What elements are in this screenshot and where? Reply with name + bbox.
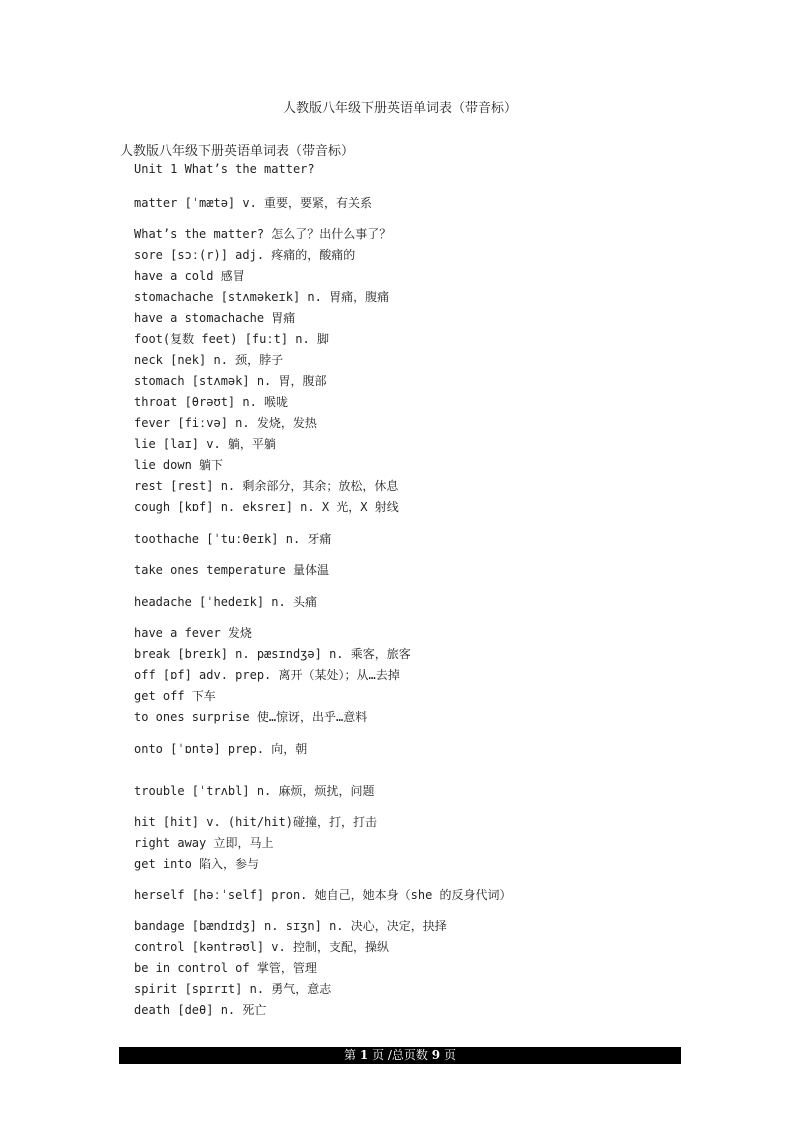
vocab-entry: bandage [bændɪdʒ] n. sɪʒn] n. 决心，决定，抉择	[134, 919, 447, 933]
vocab-entry: to ones surprise 使…惊讶，出乎…意料	[134, 710, 368, 724]
footer-suffix: 页	[443, 1048, 456, 1062]
vocab-entry: get off 下车	[134, 689, 216, 703]
page-footer	[119, 1047, 681, 1064]
vocab-entry: get into 陷入，参与	[134, 857, 260, 871]
vocab-entry: lie [laɪ] v. 躺，平躺	[134, 437, 276, 451]
vocab-entry: lie down 躺下	[134, 458, 224, 472]
footer-total-pages: 9	[431, 1048, 441, 1062]
footer-middle: 页 /总页数	[372, 1048, 428, 1062]
vocab-entry: matter [ˈmætə] v. 重要，要紧，有关系	[134, 196, 373, 210]
vocab-entry: cough [kɒf] n. eksreɪ] n. X 光，X 射线	[134, 500, 399, 514]
vocab-entry: stomach [stʌmək] n. 胃，腹部	[134, 374, 327, 388]
vocab-entry: control [kəntrəʊl] v. 控制，支配，操纵	[134, 940, 389, 954]
vocab-entry: have a stomachache 胃痛	[134, 311, 296, 325]
vocab-entry: be in control of 掌管，管理	[134, 961, 317, 975]
vocab-entry: foot(复数 feet) [fuːt] n. 脚	[134, 332, 329, 346]
vocab-entry: onto [ˈɒntə] prep. 向，朝	[134, 742, 308, 756]
vocab-entry: herself [həːˈself] pron. 她自己，她本身（she 的反身代词）	[134, 888, 512, 902]
vocab-entry: death [deθ] n. 死亡	[134, 1003, 267, 1017]
vocab-entry: headache [ˈhedeɪk] n. 头痛	[134, 595, 317, 609]
vocab-entry: toothache [ˈtuːθeɪk] n. 牙痛	[134, 532, 332, 546]
document-title: 人教版八年级下册英语单词表（带音标）	[282, 101, 517, 116]
vocab-entry: stomachache [stʌməkeɪk] n. 胃痛，腹痛	[134, 290, 390, 304]
vocab-entry: sore [sɔː(r)] adj. 疼痛的，酸痛的	[134, 248, 356, 262]
vocab-entry: right away 立即，马上	[134, 836, 274, 850]
vocab-entry: spirit [spɪrɪt] n. 勇气，意志	[134, 982, 332, 996]
footer-page-number: 1	[359, 1048, 369, 1062]
footer-prefix: 第	[344, 1048, 357, 1062]
vocab-entry: have a cold 感冒	[134, 269, 245, 283]
vocab-entry: What’s the matter? 怎么了？出什么事了？	[134, 227, 392, 241]
vocab-entry: throat [θrəʊt] n. 喉咙	[134, 395, 289, 409]
vocab-entry: hit [hit] v. (hit/hit)碰撞，打，打击	[134, 815, 377, 829]
vocab-entry: trouble [ˈtrʌbl] n. 麻烦，烦扰，问题	[134, 784, 375, 798]
document-subtitle: 人教版八年级下册英语单词表（带音标）	[120, 144, 355, 159]
vocab-entry: off [ɒf] adv. prep. 离开（某处）；从…去掉	[134, 668, 400, 682]
vocab-entry: take ones temperature 量体温	[134, 563, 329, 577]
vocab-entry: fever [fiːvə] n. 发烧，发热	[134, 416, 317, 430]
unit-heading: Unit 1 What’s the matter?	[134, 162, 315, 176]
vocab-entry: have a fever 发烧	[134, 626, 252, 640]
vocab-entry: neck [nek] n. 颈，脖子	[134, 353, 284, 367]
vocab-entry: break [breɪk] n. pæsɪndʒə] n. 乘客，旅客	[134, 647, 411, 661]
vocab-entry: rest [rest] n. 剩余部分，其余；放松，休息	[134, 479, 399, 493]
